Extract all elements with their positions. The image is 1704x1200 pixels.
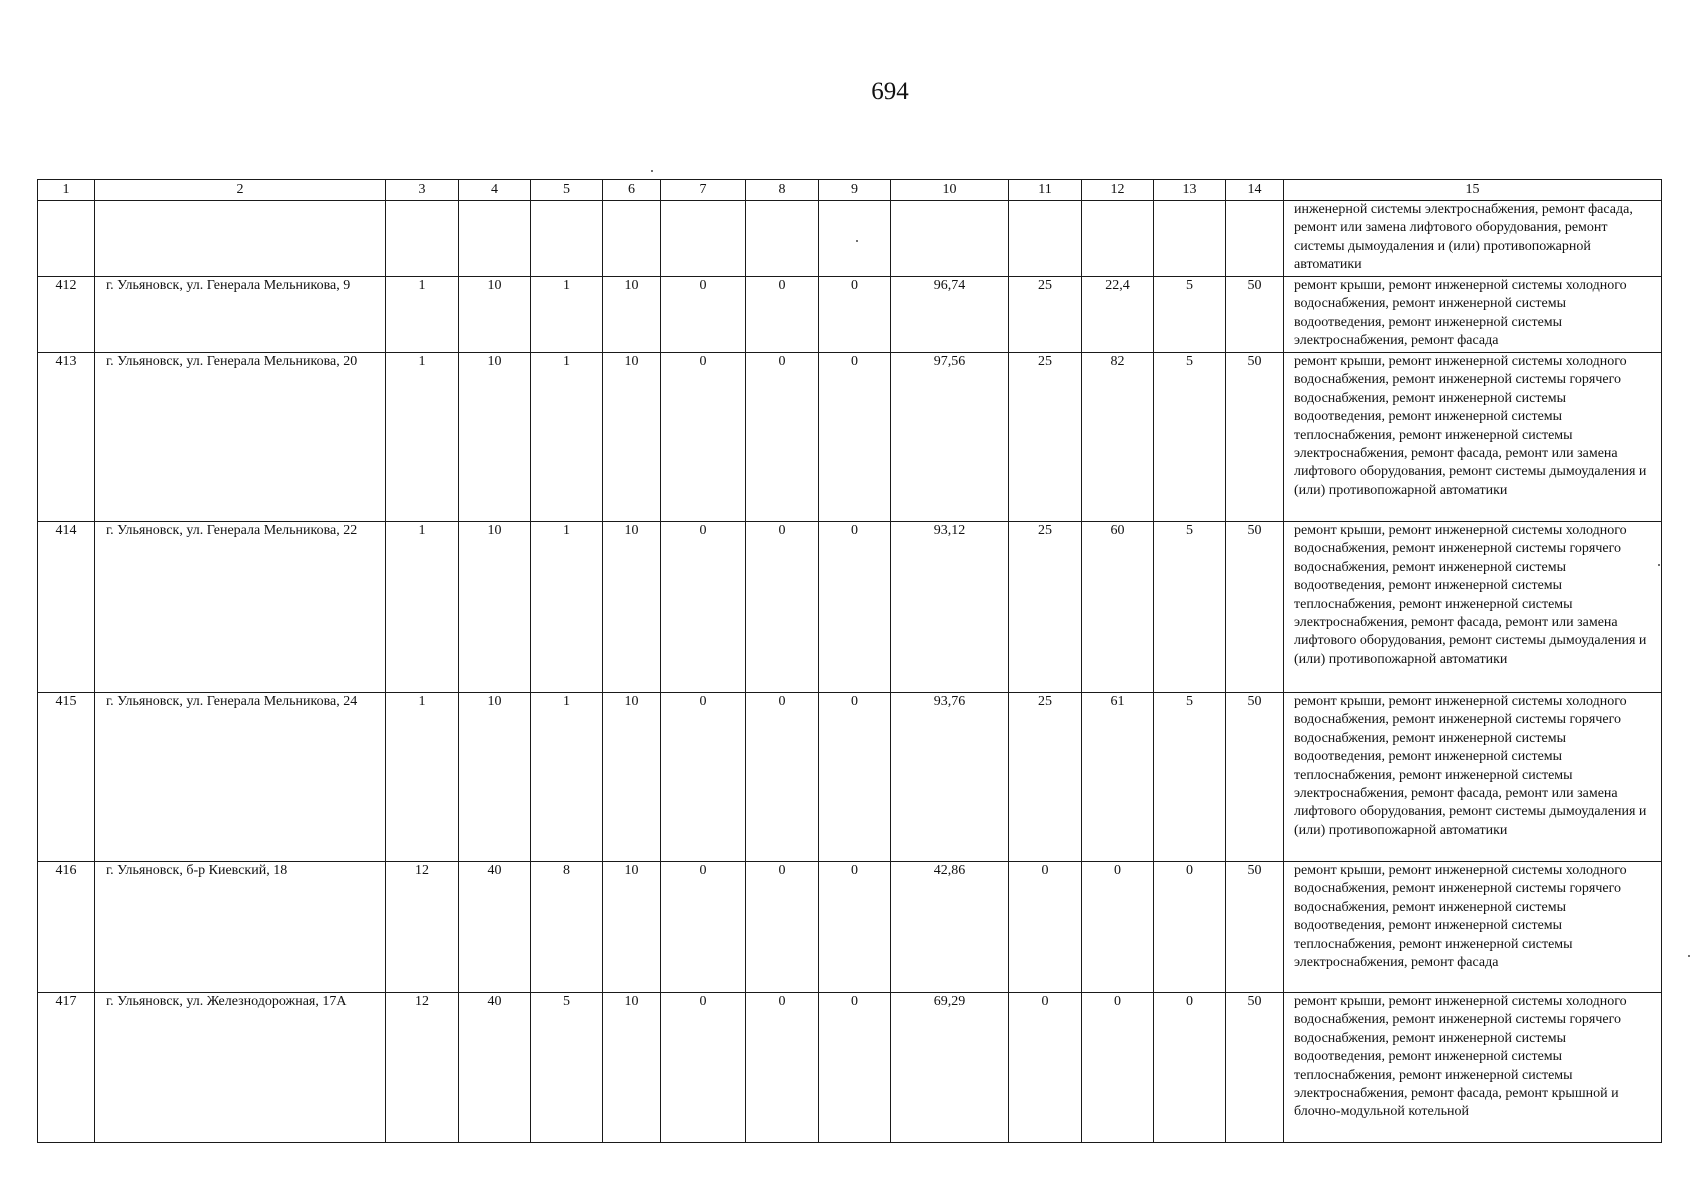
col-9-value: 0 bbox=[819, 277, 891, 353]
col-9-value: 0 bbox=[819, 862, 891, 993]
repair-works-list: ремонт крыши, ремонт инженерной системы холодного водоснабжения, ремонт инженерной системы горячего водоснабжения, ремонт инженерной системы водоотведения, ремонт инженерной системы теплоснабжения, ремонт инженерной системы электроснабжения, ремонт фасада, ремонт или замена лифтового оборудования, ремонт системы дымоудаления и (или) противопожарной автоматики bbox=[1284, 693, 1662, 862]
col-5-value: 1 bbox=[531, 693, 603, 862]
col-8-value: 0 bbox=[746, 862, 819, 993]
col-11-value: 25 bbox=[1009, 522, 1082, 693]
row-number: 415 bbox=[38, 693, 95, 862]
col-12-value: 61 bbox=[1082, 693, 1154, 862]
col-9-value: 0 bbox=[819, 993, 891, 1143]
col-7-value: 0 bbox=[661, 862, 746, 993]
col-10-value: 69,29 bbox=[891, 993, 1009, 1143]
row-number: 412 bbox=[38, 277, 95, 353]
col-4-value: 10 bbox=[459, 353, 531, 522]
address: г. Ульяновск, ул. Генерала Мельникова, 20 bbox=[95, 353, 386, 522]
column-number-header-row bbox=[38, 180, 1662, 201]
col-7-value: 0 bbox=[661, 277, 746, 353]
col-10-value: 96,74 bbox=[891, 277, 1009, 353]
col-11-value: 0 bbox=[1009, 993, 1082, 1143]
col-8-value: 0 bbox=[746, 277, 819, 353]
col-7-value: 0 bbox=[661, 693, 746, 862]
col-11-value: 25 bbox=[1009, 353, 1082, 522]
col-7-value: 0 bbox=[661, 522, 746, 693]
col-3-value: 12 bbox=[386, 993, 459, 1143]
scan-speck bbox=[651, 170, 653, 172]
col-14-value: 50 bbox=[1226, 277, 1284, 353]
column-header-9: 9 bbox=[819, 180, 891, 201]
col-9-value: 0 bbox=[819, 693, 891, 862]
col-4-value: 10 bbox=[459, 693, 531, 862]
col-13-value: 5 bbox=[1154, 522, 1226, 693]
col-4-value: 10 bbox=[459, 522, 531, 693]
table-row bbox=[38, 693, 1662, 862]
col-14-value bbox=[1226, 201, 1284, 277]
repair-schedule-table bbox=[37, 179, 1662, 1143]
page-number: 694 bbox=[871, 78, 909, 105]
col-7-value: 0 bbox=[661, 353, 746, 522]
column-header-15: 15 bbox=[1284, 180, 1662, 201]
col-9-value bbox=[819, 201, 891, 277]
row-number: 414 bbox=[38, 522, 95, 693]
col-12-value: 82 bbox=[1082, 353, 1154, 522]
col-3-value: 12 bbox=[386, 862, 459, 993]
address: г. Ульяновск, ул. Генерала Мельникова, 24 bbox=[95, 693, 386, 862]
col-10-value: 97,56 bbox=[891, 353, 1009, 522]
row-number: 413 bbox=[38, 353, 95, 522]
col-3-value bbox=[386, 201, 459, 277]
column-header-14: 14 bbox=[1226, 180, 1284, 201]
col-3-value: 1 bbox=[386, 353, 459, 522]
col-13-value: 0 bbox=[1154, 862, 1226, 993]
table-row bbox=[38, 993, 1662, 1143]
col-14-value: 50 bbox=[1226, 693, 1284, 862]
col-8-value: 0 bbox=[746, 693, 819, 862]
col-10-value: 93,76 bbox=[891, 693, 1009, 862]
repair-works-list: ремонт крыши, ремонт инженерной системы холодного водоснабжения, ремонт инженерной системы горячего водоснабжения, ремонт инженерной системы водоотведения, ремонт инженерной системы теплоснабжения, ремонт инженерной системы электроснабжения, ремонт фасада, ремонт или замена лифтового оборудования, ремонт системы дымоудаления и (или) противопожарной автоматики bbox=[1284, 522, 1662, 693]
col-14-value: 50 bbox=[1226, 353, 1284, 522]
col-3-value: 1 bbox=[386, 693, 459, 862]
table-row bbox=[38, 353, 1662, 522]
scan-speck bbox=[1688, 955, 1690, 957]
col-10-value: 93,12 bbox=[891, 522, 1009, 693]
col-5-value: 1 bbox=[531, 277, 603, 353]
column-header-13: 13 bbox=[1154, 180, 1226, 201]
table-row bbox=[38, 277, 1662, 353]
col-4-value: 10 bbox=[459, 277, 531, 353]
column-header-8: 8 bbox=[746, 180, 819, 201]
column-header-3: 3 bbox=[386, 180, 459, 201]
col-13-value: 5 bbox=[1154, 353, 1226, 522]
col-6-value: 10 bbox=[603, 277, 661, 353]
col-12-value: 60 bbox=[1082, 522, 1154, 693]
column-header-4: 4 bbox=[459, 180, 531, 201]
col-5-value: 8 bbox=[531, 862, 603, 993]
repair-works-list: ремонт крыши, ремонт инженерной системы холодного водоснабжения, ремонт инженерной системы водоотведения, ремонт инженерной системы электроснабжения, ремонт фасада bbox=[1284, 277, 1662, 353]
col-6-value bbox=[603, 201, 661, 277]
col-5-value bbox=[531, 201, 603, 277]
column-header-7: 7 bbox=[661, 180, 746, 201]
row-number: 416 bbox=[38, 862, 95, 993]
repair-works-list: инженерной системы электроснабжения, ремонт фасада, ремонт или замена лифтового оборудования, ремонт системы дымоудаления и (или) противопожарной автоматики bbox=[1284, 201, 1662, 277]
col-4-value: 40 bbox=[459, 993, 531, 1143]
col-12-value: 0 bbox=[1082, 862, 1154, 993]
table-row bbox=[38, 522, 1662, 693]
col-11-value: 0 bbox=[1009, 862, 1082, 993]
col-12-value: 22,4 bbox=[1082, 277, 1154, 353]
col-11-value: 25 bbox=[1009, 277, 1082, 353]
col-14-value: 50 bbox=[1226, 993, 1284, 1143]
col-12-value bbox=[1082, 201, 1154, 277]
col-5-value: 5 bbox=[531, 993, 603, 1143]
address: г. Ульяновск, ул. Железнодорожная, 17А bbox=[95, 993, 386, 1143]
column-header-1: 1 bbox=[38, 180, 95, 201]
col-13-value: 5 bbox=[1154, 693, 1226, 862]
column-header-11: 11 bbox=[1009, 180, 1082, 201]
col-6-value: 10 bbox=[603, 862, 661, 993]
col-6-value: 10 bbox=[603, 993, 661, 1143]
column-header-2: 2 bbox=[95, 180, 386, 201]
row-number: 417 bbox=[38, 993, 95, 1143]
table-row bbox=[38, 862, 1662, 993]
scan-speck bbox=[1658, 564, 1660, 566]
col-6-value: 10 bbox=[603, 353, 661, 522]
scan-speck bbox=[856, 240, 858, 242]
col-11-value: 25 bbox=[1009, 693, 1082, 862]
col-13-value bbox=[1154, 201, 1226, 277]
address: г. Ульяновск, ул. Генерала Мельникова, 22 bbox=[95, 522, 386, 693]
col-3-value: 1 bbox=[386, 277, 459, 353]
col-8-value: 0 bbox=[746, 522, 819, 693]
col-12-value: 0 bbox=[1082, 993, 1154, 1143]
col-4-value bbox=[459, 201, 531, 277]
address bbox=[95, 201, 386, 277]
col-8-value: 0 bbox=[746, 993, 819, 1143]
col-10-value bbox=[891, 201, 1009, 277]
repair-works-list: ремонт крыши, ремонт инженерной системы холодного водоснабжения, ремонт инженерной системы горячего водоснабжения, ремонт инженерной системы водоотведения, ремонт инженерной системы теплоснабжения, ремонт инженерной системы электроснабжения, ремонт фасада, ремонт крышной и блочно-модульной котельной bbox=[1284, 993, 1662, 1143]
col-14-value: 50 bbox=[1226, 862, 1284, 993]
address: г. Ульяновск, ул. Генерала Мельникова, 9 bbox=[95, 277, 386, 353]
col-6-value: 10 bbox=[603, 693, 661, 862]
col-6-value: 10 bbox=[603, 522, 661, 693]
col-5-value: 1 bbox=[531, 353, 603, 522]
col-9-value: 0 bbox=[819, 353, 891, 522]
col-8-value: 0 bbox=[746, 353, 819, 522]
column-header-12: 12 bbox=[1082, 180, 1154, 201]
table-body bbox=[38, 201, 1662, 1143]
repair-works-list: ремонт крыши, ремонт инженерной системы холодного водоснабжения, ремонт инженерной системы горячего водоснабжения, ремонт инженерной системы водоотведения, ремонт инженерной системы теплоснабжения, ремонт инженерной системы электроснабжения, ремонт фасада bbox=[1284, 862, 1662, 993]
col-7-value: 0 bbox=[661, 993, 746, 1143]
col-14-value: 50 bbox=[1226, 522, 1284, 693]
col-4-value: 40 bbox=[459, 862, 531, 993]
column-header-6: 6 bbox=[603, 180, 661, 201]
col-3-value: 1 bbox=[386, 522, 459, 693]
table-row bbox=[38, 201, 1662, 277]
col-9-value: 0 bbox=[819, 522, 891, 693]
col-8-value bbox=[746, 201, 819, 277]
col-13-value: 0 bbox=[1154, 993, 1226, 1143]
col-7-value bbox=[661, 201, 746, 277]
repair-works-list: ремонт крыши, ремонт инженерной системы холодного водоснабжения, ремонт инженерной системы горячего водоснабжения, ремонт инженерной системы водоотведения, ремонт инженерной системы теплоснабжения, ремонт инженерной системы электроснабжения, ремонт фасада, ремонт или замена лифтового оборудования, ремонт системы дымоудаления и (или) противопожарной автоматики bbox=[1284, 353, 1662, 522]
col-11-value bbox=[1009, 201, 1082, 277]
row-number bbox=[38, 201, 95, 277]
address: г. Ульяновск, б-р Киевский, 18 bbox=[95, 862, 386, 993]
col-13-value: 5 bbox=[1154, 277, 1226, 353]
col-5-value: 1 bbox=[531, 522, 603, 693]
col-10-value: 42,86 bbox=[891, 862, 1009, 993]
column-header-5: 5 bbox=[531, 180, 603, 201]
column-header-10: 10 bbox=[891, 180, 1009, 201]
